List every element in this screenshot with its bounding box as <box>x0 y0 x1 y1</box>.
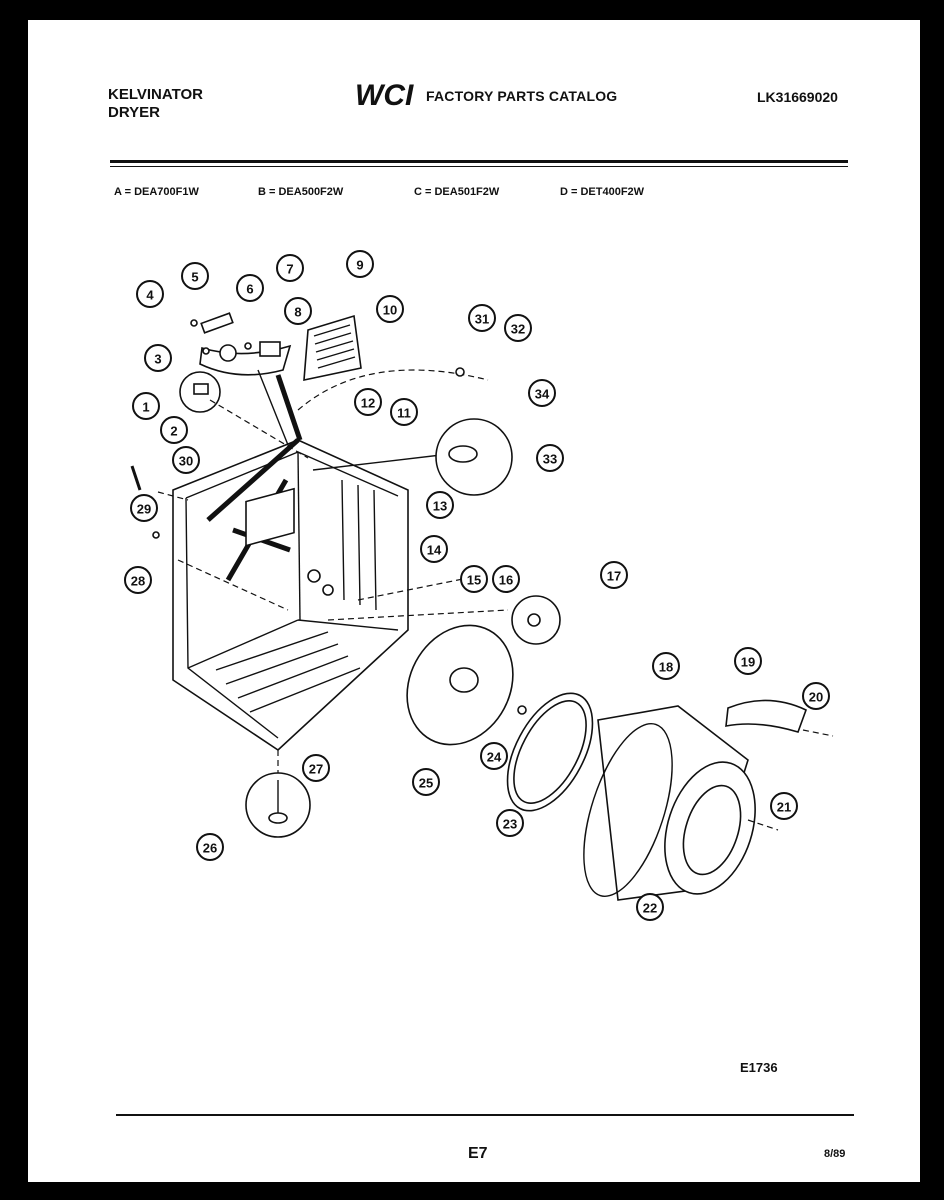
callout-label: 24 <box>486 749 502 765</box>
product-name: DRYER <box>108 104 160 121</box>
callout-label: 13 <box>432 498 448 514</box>
callout-label: 18 <box>658 659 674 675</box>
callout-label: 23 <box>502 816 518 832</box>
callout-label: 12 <box>360 395 376 411</box>
exploded-diagram <box>28 20 920 1182</box>
catalog-title: FACTORY PARTS CATALOG <box>426 88 618 104</box>
callout-22 <box>637 894 663 920</box>
callout-label: 9 <box>356 257 364 273</box>
callout-label: 29 <box>136 501 152 517</box>
callout-10 <box>377 296 403 322</box>
callout-label: 20 <box>808 689 824 705</box>
callout-7 <box>277 255 303 281</box>
callout-18 <box>653 653 679 679</box>
callout-label: 8 <box>294 304 302 320</box>
callout-label: 2 <box>170 423 178 439</box>
callout-label: 26 <box>202 840 218 856</box>
callout-label: 19 <box>740 654 756 670</box>
lint-screen <box>304 316 361 380</box>
part-8-shape <box>260 342 280 356</box>
callout-24 <box>481 743 507 769</box>
wci-logo-text: WCI <box>355 79 414 110</box>
callout-label: 15 <box>466 572 482 588</box>
bulkhead-hub <box>450 668 478 692</box>
part-24-shape <box>518 706 526 714</box>
callout-label: 1 <box>142 399 150 415</box>
callout-label: 6 <box>246 281 254 297</box>
callout-26 <box>197 834 223 860</box>
callout-28 <box>125 567 151 593</box>
callout-label: 34 <box>534 386 550 402</box>
callout-3 <box>145 345 171 371</box>
dashed-leader-20 <box>803 730 833 736</box>
callout-label: 25 <box>418 775 434 791</box>
footer-rule <box>116 1114 854 1116</box>
callout-11 <box>391 399 417 425</box>
parts-catalog-sheet <box>28 20 920 1182</box>
part-5-shape <box>201 313 233 333</box>
drum-baffle <box>726 700 806 732</box>
motor-part <box>449 446 477 462</box>
callout-label: 22 <box>642 900 658 916</box>
part-28-shape <box>153 532 159 538</box>
model-c: C = DEA501F2W <box>414 186 500 198</box>
callout-30 <box>173 447 199 473</box>
callout-label: 7 <box>286 261 294 277</box>
callout-12 <box>355 389 381 415</box>
door-switch <box>194 384 208 394</box>
callout-16 <box>493 566 519 592</box>
part-6-shape <box>220 345 236 361</box>
part-29-shape <box>132 466 140 490</box>
callout-19 <box>735 648 761 674</box>
callout-17 <box>601 562 627 588</box>
callout-27 <box>303 755 329 781</box>
cabinet-outline <box>173 440 408 750</box>
callout-label: 3 <box>154 351 162 367</box>
part-7-shape <box>245 343 251 349</box>
part-4-shape <box>191 320 197 326</box>
callout-13 <box>427 492 453 518</box>
callout-33 <box>537 445 563 471</box>
callout-label: 4 <box>146 287 154 303</box>
part-31-shape <box>456 368 464 376</box>
callout-label: 27 <box>308 761 324 777</box>
callout-label: 17 <box>606 568 622 584</box>
callout-6 <box>237 275 263 301</box>
callout-label: 21 <box>776 799 792 815</box>
callout-14 <box>421 536 447 562</box>
callout-25 <box>413 769 439 795</box>
callout-21 <box>771 793 797 819</box>
revision-date: 8/89 <box>824 1148 846 1160</box>
model-b: B = DEA500F2W <box>258 186 344 198</box>
callout-15 <box>461 566 487 592</box>
callout-label: 28 <box>130 573 146 589</box>
callout-label: 16 <box>498 572 514 588</box>
figure-code: E1736 <box>740 1060 778 1075</box>
callout-31 <box>469 305 495 331</box>
callout-label: 5 <box>191 269 199 285</box>
callout-label: 11 <box>397 405 411 421</box>
callout-9 <box>347 251 373 277</box>
callout-34 <box>529 380 555 406</box>
callout-29 <box>131 495 157 521</box>
callout-label: 31 <box>474 311 490 327</box>
callout-23 <box>497 810 523 836</box>
leveler-foot <box>269 813 287 823</box>
callout-8 <box>285 298 311 324</box>
callout-label: 33 <box>542 451 558 467</box>
callout-1 <box>133 393 159 419</box>
part-3-shape <box>203 348 209 354</box>
catalog-number: LK31669020 <box>757 89 838 105</box>
callout-label: 32 <box>510 321 526 337</box>
callout-4 <box>137 281 163 307</box>
brand-name: KELVINATOR <box>108 86 204 103</box>
callout-2 <box>161 417 187 443</box>
part-14-shape <box>323 585 333 595</box>
callout-20 <box>803 683 829 709</box>
callout-label: 30 <box>178 453 194 469</box>
page-number: E7 <box>468 1145 488 1162</box>
callout-label: 14 <box>426 542 442 558</box>
model-d: D = DET400F2W <box>560 186 645 198</box>
roller-part <box>528 614 540 626</box>
bracket-arm <box>278 375 300 440</box>
callout-label: 10 <box>382 302 398 318</box>
model-a: A = DEA700F1W <box>114 186 199 198</box>
part-13-shape <box>308 570 320 582</box>
callout-5 <box>182 263 208 289</box>
callout-32 <box>505 315 531 341</box>
